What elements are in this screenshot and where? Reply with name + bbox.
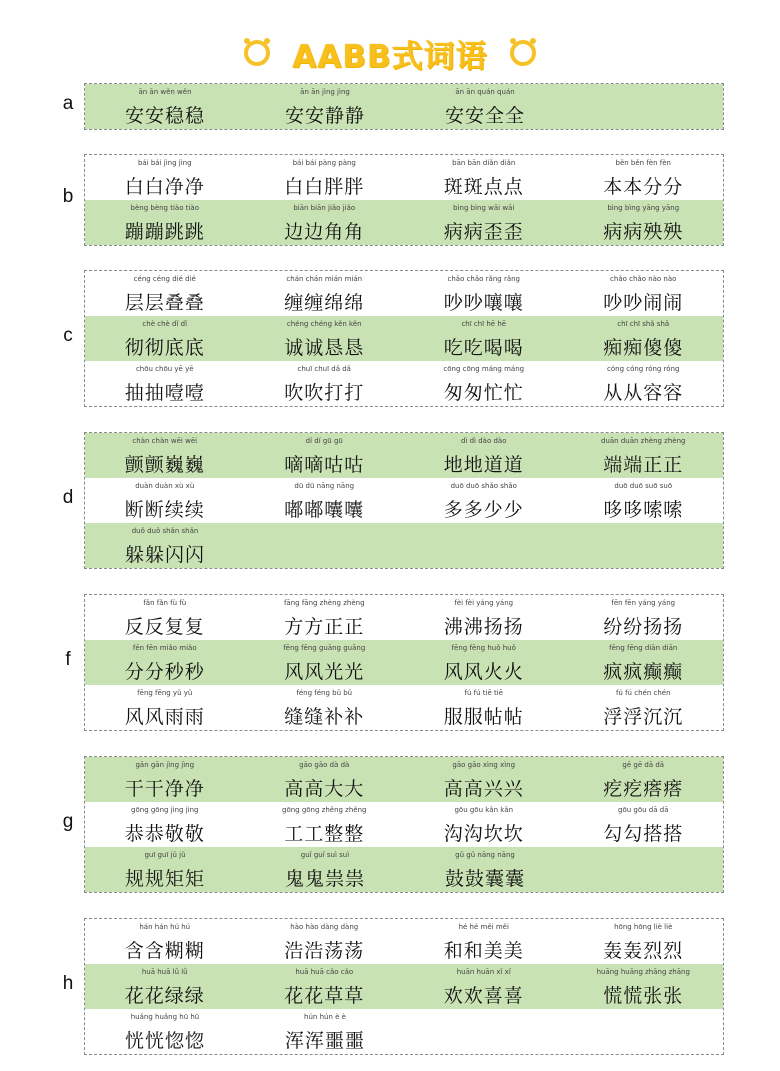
pinyin: hào hào dàng dàng bbox=[290, 923, 359, 931]
word-cell bbox=[404, 595, 564, 640]
word-hanzi: 和和美美 bbox=[443, 940, 524, 962]
word-hanzi: 诚诚恳恳 bbox=[284, 337, 365, 359]
word-cell bbox=[564, 919, 724, 964]
word-hanzi: 恭恭敬敬 bbox=[124, 823, 205, 845]
word-cell bbox=[564, 478, 724, 523]
word-hanzi: 痴痴傻傻 bbox=[603, 337, 684, 359]
word-hanzi: 嘀嘀咕咕 bbox=[284, 454, 365, 476]
word-hanzi: 浮浮沉沉 bbox=[603, 706, 684, 728]
group-letter: b bbox=[62, 186, 74, 207]
word-hanzi: 抽抽噎噎 bbox=[124, 382, 205, 404]
word-hanzi: 吹吹打打 bbox=[284, 382, 365, 404]
word-cell bbox=[404, 685, 564, 730]
pinyin: huā huā lǜ lǜ bbox=[141, 968, 188, 976]
word-hanzi: 斑斑点点 bbox=[443, 176, 524, 198]
pinyin: bìng bìng yāng yāng bbox=[607, 204, 680, 212]
pinyin: fēn fēn miǎo miǎo bbox=[132, 644, 197, 652]
word-cell bbox=[404, 316, 564, 361]
word-hanzi: 欢欢喜喜 bbox=[443, 985, 524, 1007]
pinyin: dū dū nāng nāng bbox=[294, 482, 355, 490]
word-cell bbox=[404, 271, 564, 316]
word-hanzi: 边边角角 bbox=[284, 221, 365, 243]
pinyin: hōng hōng liè liè bbox=[614, 923, 673, 931]
word-cell bbox=[405, 84, 565, 129]
pinyin: gē gē dā dā bbox=[622, 761, 665, 769]
word-cell bbox=[404, 155, 564, 200]
word-cell bbox=[404, 200, 564, 245]
word-cell bbox=[564, 640, 724, 685]
word-cell bbox=[245, 84, 405, 129]
group-letter: a bbox=[62, 92, 74, 114]
word-row bbox=[85, 433, 723, 478]
word-hanzi: 花花绿绿 bbox=[124, 985, 205, 1007]
sun-ornament-icon bbox=[244, 40, 270, 66]
word-cell bbox=[404, 361, 564, 406]
word-cell bbox=[245, 200, 405, 245]
word-cell bbox=[245, 478, 405, 523]
word-cell bbox=[85, 640, 245, 685]
word-cell bbox=[245, 361, 405, 406]
pinyin: chán chán mián mián bbox=[286, 275, 363, 283]
pinyin: gōu gōu dā dā bbox=[618, 806, 669, 814]
word-hanzi: 断断续续 bbox=[124, 499, 205, 521]
word-row bbox=[85, 964, 723, 1009]
word-cell bbox=[85, 361, 245, 406]
pinyin: fēng fēng guāng guāng bbox=[283, 644, 366, 652]
word-row bbox=[85, 523, 723, 568]
word-cell bbox=[245, 640, 405, 685]
word-row bbox=[85, 361, 723, 406]
word-cell bbox=[564, 155, 724, 200]
pinyin: hún hún è è bbox=[304, 1013, 346, 1021]
word-hanzi: 鬼鬼祟祟 bbox=[284, 868, 365, 890]
word-cell bbox=[245, 964, 405, 1009]
word-hanzi: 安安静静 bbox=[284, 105, 365, 127]
word-hanzi: 鼓鼓囊囊 bbox=[444, 868, 525, 890]
pinyin: chōu chōu yē yē bbox=[135, 365, 194, 373]
word-box bbox=[84, 594, 724, 731]
pinyin: gāo gāo dà dà bbox=[299, 761, 350, 769]
pinyin: féng féng bǔ bǔ bbox=[296, 689, 353, 697]
word-cell bbox=[564, 361, 724, 406]
word-cell bbox=[85, 84, 245, 129]
word-hanzi: 风风雨雨 bbox=[124, 706, 205, 728]
word-cell bbox=[85, 847, 245, 892]
group-letter: d bbox=[62, 486, 74, 508]
word-hanzi: 吃吃喝喝 bbox=[443, 337, 524, 359]
pinyin: huān huān xǐ xǐ bbox=[456, 968, 511, 976]
pinyin: bìng bìng wāi wāi bbox=[453, 204, 515, 212]
word-row bbox=[85, 478, 723, 523]
pinyin: fāng fāng zhèng zhèng bbox=[283, 599, 365, 607]
pinyin: dí dí gū gū bbox=[305, 437, 343, 445]
word-cell bbox=[564, 316, 724, 361]
word-hanzi: 勾勾搭搭 bbox=[603, 823, 684, 845]
word-cell bbox=[245, 316, 405, 361]
word-hanzi: 病病歪歪 bbox=[443, 221, 524, 243]
pinyin: biān biān jiǎo jiǎo bbox=[293, 204, 356, 212]
word-hanzi: 恍恍惚惚 bbox=[124, 1030, 205, 1052]
word-cell bbox=[564, 271, 724, 316]
pinyin: ān ān jìng jìng bbox=[300, 88, 350, 96]
word-row bbox=[85, 84, 723, 129]
word-row bbox=[85, 1009, 723, 1054]
pinyin: ān ān wěn wěn bbox=[138, 88, 192, 96]
word-cell bbox=[564, 685, 724, 730]
word-cell bbox=[245, 847, 405, 892]
word-cell bbox=[85, 802, 245, 847]
word-hanzi: 病病殃殃 bbox=[603, 221, 684, 243]
word-cell bbox=[85, 1009, 245, 1054]
word-cell bbox=[85, 316, 245, 361]
word-cell bbox=[85, 685, 245, 730]
pinyin: chéng chéng kěn kěn bbox=[286, 320, 362, 328]
pinyin: duān duān zhèng zhèng bbox=[601, 437, 686, 445]
title-bar bbox=[0, 28, 780, 78]
word-hanzi: 沸沸扬扬 bbox=[443, 616, 524, 638]
word-cell bbox=[245, 595, 405, 640]
pinyin: fēng fēng yǔ yǔ bbox=[137, 689, 193, 697]
word-row bbox=[85, 200, 723, 245]
word-hanzi: 本本分分 bbox=[603, 176, 684, 198]
word-cell bbox=[404, 919, 564, 964]
word-hanzi: 层层叠叠 bbox=[124, 292, 205, 314]
word-hanzi: 吵吵嚷嚷 bbox=[443, 292, 524, 314]
word-hanzi: 缠缠绵绵 bbox=[284, 292, 365, 314]
pinyin: céng céng dié dié bbox=[133, 275, 196, 283]
word-cell bbox=[85, 271, 245, 316]
pinyin: ān ān quán quán bbox=[455, 88, 515, 96]
word-hanzi: 风风火火 bbox=[443, 661, 524, 683]
word-cell bbox=[564, 200, 724, 245]
pinyin: chī chī shǎ shǎ bbox=[617, 320, 670, 328]
word-cell bbox=[245, 1009, 405, 1054]
pinyin: gōng gōng jìng jìng bbox=[131, 806, 199, 814]
pinyin: cōng cōng máng máng bbox=[443, 365, 525, 373]
pinyin: gāo gāo xìng xìng bbox=[452, 761, 516, 769]
pinyin: bái bái jìng jìng bbox=[137, 159, 192, 167]
pinyin: huāng huāng zhāng zhāng bbox=[596, 968, 690, 976]
word-cell bbox=[245, 919, 405, 964]
word-cell bbox=[564, 757, 724, 802]
word-hanzi: 轰轰烈烈 bbox=[603, 940, 684, 962]
pinyin: fǎn fǎn fù fù bbox=[143, 599, 187, 607]
word-cell bbox=[404, 478, 564, 523]
pinyin: gōng gōng zhěng zhěng bbox=[282, 806, 367, 814]
pinyin: fú fú tiē tiē bbox=[464, 689, 503, 697]
word-hanzi: 蹦蹦跳跳 bbox=[124, 221, 205, 243]
pinyin: chǎo chǎo rǎng rǎng bbox=[447, 275, 520, 283]
word-hanzi: 缝缝补补 bbox=[284, 706, 365, 728]
word-cell bbox=[564, 433, 724, 478]
pinyin: dì dì dào dào bbox=[461, 437, 507, 445]
word-row bbox=[85, 595, 723, 640]
word-cell bbox=[85, 964, 245, 1009]
pinyin: guǐ guǐ suì suì bbox=[300, 851, 350, 859]
word-hanzi: 吵吵闹闹 bbox=[603, 292, 684, 314]
pinyin: huǎng huǎng hū hū bbox=[130, 1013, 200, 1021]
word-row bbox=[85, 640, 723, 685]
word-hanzi: 安安稳稳 bbox=[124, 105, 205, 127]
pinyin: fēn fēn yáng yáng bbox=[611, 599, 676, 607]
word-hanzi: 浑浑噩噩 bbox=[284, 1030, 365, 1052]
word-cell bbox=[85, 523, 245, 568]
pinyin: gǔ gǔ nāng nāng bbox=[455, 851, 515, 859]
pinyin: chuī chuī dǎ dǎ bbox=[297, 365, 351, 373]
group-letter: g bbox=[62, 810, 74, 832]
word-box bbox=[84, 918, 724, 1055]
pinyin: huā huā cǎo cǎo bbox=[295, 968, 354, 976]
word-hanzi: 沟沟坎坎 bbox=[443, 823, 524, 845]
word-hanzi: 彻彻底底 bbox=[124, 337, 205, 359]
word-hanzi: 端端正正 bbox=[603, 454, 684, 476]
word-hanzi: 匆匆忙忙 bbox=[443, 382, 524, 404]
word-hanzi: 慌慌张张 bbox=[603, 985, 684, 1007]
pinyin: duàn duàn xù xù bbox=[135, 482, 195, 490]
word-hanzi: 疙疙瘩瘩 bbox=[603, 778, 684, 800]
group-letter: h bbox=[62, 972, 74, 994]
word-row bbox=[85, 802, 723, 847]
word-hanzi: 方方正正 bbox=[284, 616, 365, 638]
word-cell bbox=[564, 802, 724, 847]
page-title: AABB式词语 bbox=[292, 38, 488, 75]
word-hanzi: 分分秒秒 bbox=[124, 661, 205, 683]
word-box bbox=[84, 154, 724, 246]
word-hanzi: 高高大大 bbox=[284, 778, 365, 800]
pinyin: gān gān jìng jìng bbox=[135, 761, 195, 769]
word-cell bbox=[404, 802, 564, 847]
word-hanzi: 反反复复 bbox=[124, 616, 205, 638]
word-hanzi: 白白净净 bbox=[124, 176, 205, 198]
word-hanzi: 哆哆嗦嗦 bbox=[603, 499, 684, 521]
pinyin: fēng fēng huǒ huǒ bbox=[451, 644, 516, 652]
word-row bbox=[85, 316, 723, 361]
word-cell bbox=[245, 757, 405, 802]
word-cell bbox=[85, 595, 245, 640]
word-cell bbox=[404, 640, 564, 685]
pinyin: fēng fēng diān diān bbox=[609, 644, 678, 652]
word-hanzi: 工工整整 bbox=[284, 823, 365, 845]
pinyin: duō duō shǎo shǎo bbox=[450, 482, 517, 490]
pinyin: bái bái pàng pàng bbox=[292, 159, 356, 167]
word-cell bbox=[245, 155, 405, 200]
pinyin: duō duō suō suō bbox=[614, 482, 673, 490]
word-cell bbox=[85, 919, 245, 964]
pinyin: hé hé měi měi bbox=[458, 923, 509, 931]
pinyin: hán hán hú hú bbox=[139, 923, 191, 931]
word-hanzi: 花花草草 bbox=[284, 985, 365, 1007]
word-cell bbox=[85, 200, 245, 245]
pinyin: fú fú chén chén bbox=[615, 689, 671, 697]
pinyin: chī chī hē hē bbox=[461, 320, 507, 328]
group-letter: f bbox=[65, 648, 71, 670]
word-hanzi: 干干净净 bbox=[124, 778, 205, 800]
pinyin: bān bān diǎn diǎn bbox=[452, 159, 516, 167]
word-box bbox=[84, 432, 724, 569]
word-hanzi: 高高兴兴 bbox=[443, 778, 524, 800]
word-cell bbox=[85, 155, 245, 200]
word-cell bbox=[85, 433, 245, 478]
pinyin: gōu gōu kǎn kǎn bbox=[454, 806, 514, 814]
word-hanzi: 浩浩荡荡 bbox=[284, 940, 365, 962]
word-hanzi: 地地道道 bbox=[443, 454, 524, 476]
word-cell bbox=[564, 595, 724, 640]
word-cell bbox=[404, 964, 564, 1009]
pinyin: cóng cóng róng róng bbox=[607, 365, 680, 373]
word-hanzi: 安安全全 bbox=[444, 105, 525, 127]
pinyin: duǒ duǒ shǎn shǎn bbox=[131, 527, 199, 535]
word-cell bbox=[564, 964, 724, 1009]
word-cell bbox=[85, 757, 245, 802]
word-hanzi: 风风光光 bbox=[284, 661, 365, 683]
pinyin: chè chè dǐ dǐ bbox=[142, 320, 188, 328]
pinyin: bèng bèng tiào tiào bbox=[130, 204, 199, 212]
word-box bbox=[84, 270, 724, 407]
pinyin: chàn chàn wēi wēi bbox=[132, 437, 198, 445]
word-row bbox=[85, 271, 723, 316]
word-cell bbox=[405, 847, 565, 892]
word-cell bbox=[245, 433, 405, 478]
word-hanzi: 疯疯癫癫 bbox=[603, 661, 684, 683]
pinyin: guī guī jǔ jǔ bbox=[144, 851, 186, 859]
word-box bbox=[84, 83, 724, 130]
word-cell bbox=[245, 802, 405, 847]
word-hanzi: 白白胖胖 bbox=[284, 176, 365, 198]
group-letter: c bbox=[63, 324, 73, 346]
word-cell bbox=[245, 271, 405, 316]
word-row bbox=[85, 685, 723, 730]
word-row bbox=[85, 847, 723, 892]
pinyin: běn běn fèn fèn bbox=[615, 159, 671, 167]
word-hanzi: 服服帖帖 bbox=[443, 706, 524, 728]
word-cell bbox=[85, 478, 245, 523]
word-hanzi: 含含糊糊 bbox=[124, 940, 205, 962]
word-row bbox=[85, 919, 723, 964]
word-hanzi: 从从容容 bbox=[603, 382, 684, 404]
word-hanzi: 多多少少 bbox=[443, 499, 524, 521]
word-hanzi: 规规矩矩 bbox=[124, 868, 205, 890]
word-row bbox=[85, 757, 723, 802]
word-cell bbox=[245, 685, 405, 730]
word-hanzi: 纷纷扬扬 bbox=[603, 616, 684, 638]
word-cell bbox=[404, 757, 564, 802]
word-box bbox=[84, 756, 724, 893]
word-row bbox=[85, 155, 723, 200]
word-hanzi: 颤颤巍巍 bbox=[124, 454, 205, 476]
word-cell bbox=[404, 433, 564, 478]
pinyin: fèi fèi yáng yáng bbox=[454, 599, 514, 607]
word-hanzi: 嘟嘟囔囔 bbox=[284, 499, 365, 521]
sun-ornament-icon bbox=[510, 40, 536, 66]
pinyin: chǎo chǎo nào nào bbox=[610, 275, 677, 283]
word-hanzi: 躲躲闪闪 bbox=[124, 544, 205, 566]
